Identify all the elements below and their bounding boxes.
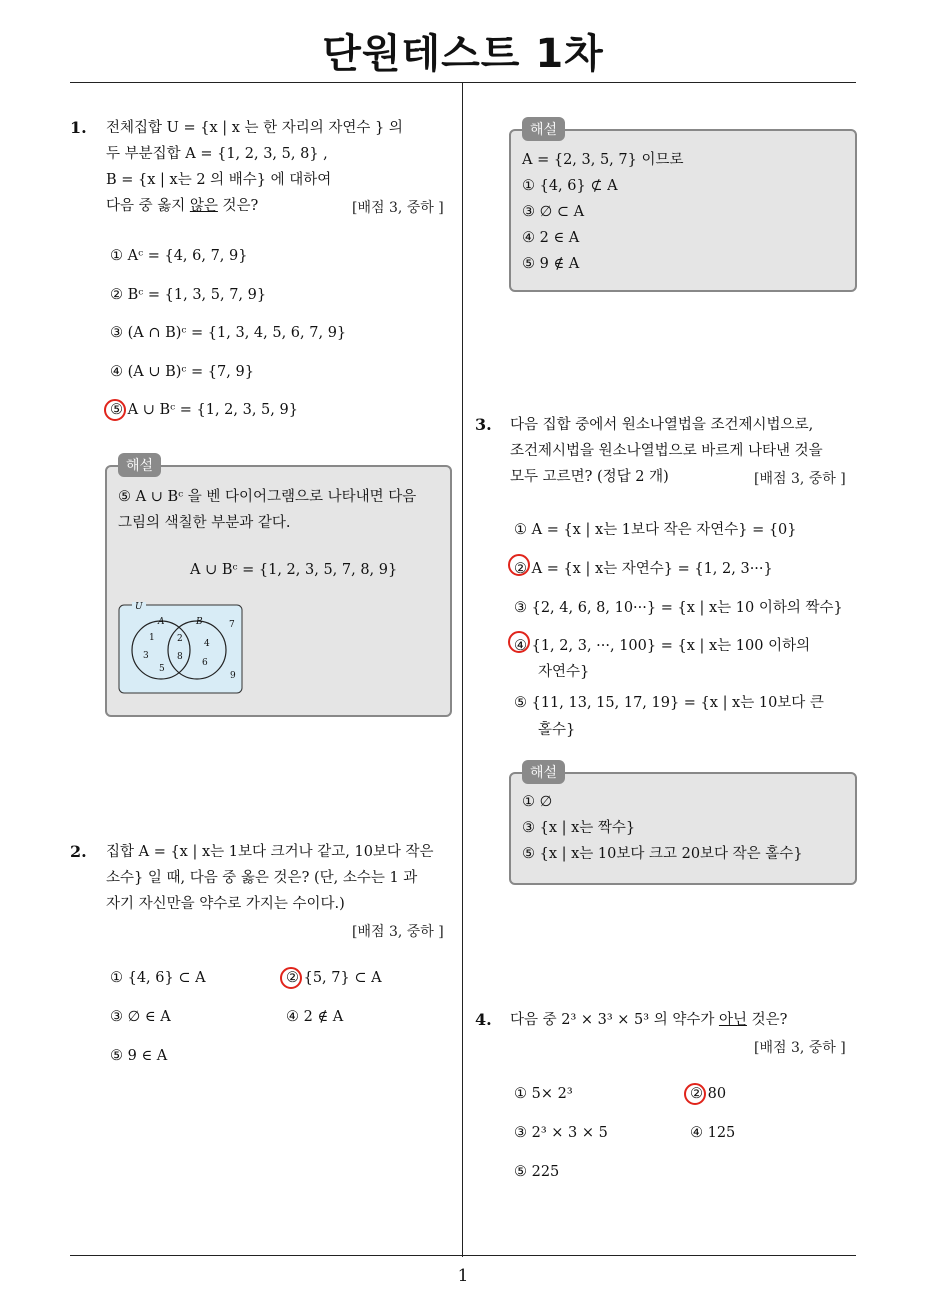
q1-option-4[interactable]: ④ (A ∪ B)ᶜ = {7, 9} (110, 364, 254, 380)
venn-label-u: U (135, 602, 143, 612)
q3-line-3: 모두 고르면? (정답 2 개) (510, 469, 669, 485)
q1-underlined-word: 않은 (189, 198, 218, 214)
q4-option-4[interactable]: ④ 125 (690, 1125, 736, 1141)
q4-option-1[interactable]: ① 5× 2³ (514, 1086, 573, 1102)
q2-number: 2. (70, 842, 87, 861)
q3-solution-tag: 해설 (522, 760, 565, 784)
footer-rule (70, 1255, 856, 1256)
q1-meta: [배점 3, 중하 ] (352, 200, 444, 216)
header-rule (70, 82, 856, 83)
q3-option-2[interactable]: ② A = {x | x는 자연수} = {1, 2, 3···} (514, 561, 773, 577)
q4-meta: [배점 3, 중하 ] (754, 1040, 846, 1056)
venn-num-5: 5 (159, 664, 165, 674)
q3-solution-line-1: ① ∅ (522, 794, 553, 810)
venn-num-8: 8 (177, 652, 183, 662)
q2-option-5[interactable]: ⑤ 9 ∈ A (110, 1048, 168, 1064)
q3-answer-mark-4 (508, 631, 530, 653)
q3-solution-line-3: ⑤ {x | x는 10보다 크고 20보다 작은 홀수} (522, 846, 803, 862)
venn-diagram (118, 602, 244, 695)
q4-option-2[interactable]: ② 80 (690, 1086, 727, 1102)
q2-meta: [배점 3, 중하 ] (352, 924, 444, 940)
q1-answer-mark (104, 399, 126, 421)
venn-num-4: 4 (204, 639, 210, 649)
q1-line-4-post: 것은? (217, 198, 259, 214)
venn-num-7: 7 (229, 620, 235, 630)
q2-answer-mark (280, 967, 302, 989)
q1-line-2: 두 부분집합 A = {1, 2, 3, 5, 8} , (106, 146, 328, 162)
q4-option-3[interactable]: ③ 2³ × 3 × 5 (514, 1125, 608, 1141)
q3-meta: [배점 3, 중하 ] (754, 471, 846, 487)
q2-solution-tag: 해설 (522, 117, 565, 141)
q3-option-4[interactable]: ④ {1, 2, 3, ···, 100} = {x | x는 100 이하의 (514, 638, 811, 654)
q4-answer-mark (684, 1083, 706, 1105)
page-number: 1 (457, 1266, 469, 1286)
q4-line-pre: 다음 중 2³ × 3³ × 5³ 의 약수가 (510, 1012, 719, 1028)
q4-line-post: 것은? (746, 1012, 788, 1028)
q3-option-1[interactable]: ① A = {x | x는 1보다 작은 자연수} = {0} (514, 522, 797, 538)
q3-answer-mark-2 (508, 554, 530, 576)
venn-num-1: 1 (149, 633, 155, 643)
q2-option-3[interactable]: ③ ∅ ∈ A (110, 1009, 171, 1025)
q1-option-5[interactable]: ⑤ A ∪ Bᶜ = {1, 2, 3, 5, 9} (110, 402, 298, 418)
venn-num-6: 6 (202, 658, 208, 668)
q2-line-1: 집합 A = {x | x는 1보다 크거나 같고, 10보다 작은 (106, 844, 434, 860)
q1-number: 1. (70, 118, 87, 137)
q2-option-4[interactable]: ④ 2 ∉ A (286, 1009, 344, 1025)
q1-solution-tag: 해설 (118, 453, 161, 477)
q2-option-1[interactable]: ① {4, 6} ⊂ A (110, 970, 206, 986)
q2-solution-line-5: ⑤ 9 ∉ A (522, 256, 580, 272)
q1-line-4 (106, 193, 258, 219)
q1-solution-line-1: ⑤ A ∪ Bᶜ 을 벤 다이어그램으로 나타내면 다음 (118, 489, 417, 505)
q3-solution-line-2: ③ {x | x는 짝수} (522, 820, 636, 836)
column-divider (462, 82, 463, 1257)
venn-num-2: 2 (177, 634, 183, 644)
q1-option-1[interactable]: ① Aᶜ = {4, 6, 7, 9} (110, 248, 248, 264)
q1-option-2[interactable]: ② Bᶜ = {1, 3, 5, 7, 9} (110, 287, 267, 303)
venn-universe-box (119, 605, 242, 693)
q2-line-2: 소수} 일 때, 다음 중 옳은 것은? (단, 소수는 1 과 (106, 870, 418, 886)
q2-solution-line-2: ① {4, 6} ⊄ A (522, 178, 618, 194)
q4-option-5[interactable]: ⑤ 225 (514, 1164, 560, 1180)
q2-solution-line-1: A = {2, 3, 5, 7} 이므로 (522, 152, 684, 168)
q4-number: 4. (475, 1010, 492, 1029)
q3-option-5-cont: 홀수} (538, 722, 576, 738)
venn-label-a: A (158, 617, 165, 627)
q3-option-5[interactable]: ⑤ {11, 13, 15, 17, 19} = {x | x는 10보다 큰 (514, 695, 824, 711)
venn-num-3: 3 (143, 651, 149, 661)
q1-line-3: B = {x | x는 2 의 배수} 에 대하여 (106, 172, 332, 188)
venn-label-b: B (196, 617, 203, 627)
q3-option-3[interactable]: ③ {2, 4, 6, 8, 10···} = {x | x는 10 이하의 짝수} (514, 600, 843, 616)
q1-solution-line-2: 그림의 색칠한 부분과 같다. (118, 515, 291, 531)
q2-solution-line-3: ③ ∅ ⊂ A (522, 204, 585, 220)
q1-line-4-pre: 다음 중 옳지 (106, 198, 190, 214)
q3-option-4-cont: 자연수} (538, 664, 590, 680)
venn-num-9: 9 (230, 671, 236, 681)
q3-line-1: 다음 집합 중에서 원소나열법을 조건제시법으로, (510, 417, 814, 433)
q1-option-3[interactable]: ③ (A ∩ B)ᶜ = {1, 3, 4, 5, 6, 7, 9} (110, 325, 347, 341)
q4-underlined-word: 아닌 (718, 1012, 747, 1028)
q2-solution-line-4: ④ 2 ∈ A (522, 230, 580, 246)
q1-solution-formula: A ∪ Bᶜ = {1, 2, 3, 5, 7, 8, 9} (190, 562, 398, 578)
q4-line-1 (510, 1007, 787, 1033)
q3-line-2: 조건제시법을 원소나열법으로 바르게 나타낸 것을 (510, 443, 823, 459)
q2-line-3: 자기 자신만을 약수로 가지는 수이다.) (106, 896, 345, 912)
page-title: 단원테스트 1차 (322, 31, 604, 77)
q2-option-2[interactable]: ② {5, 7} ⊂ A (286, 970, 382, 986)
q3-number: 3. (475, 415, 492, 434)
q1-line-1: 전체집합 U = {x | x 는 한 자리의 자연수 } 의 (106, 120, 403, 136)
